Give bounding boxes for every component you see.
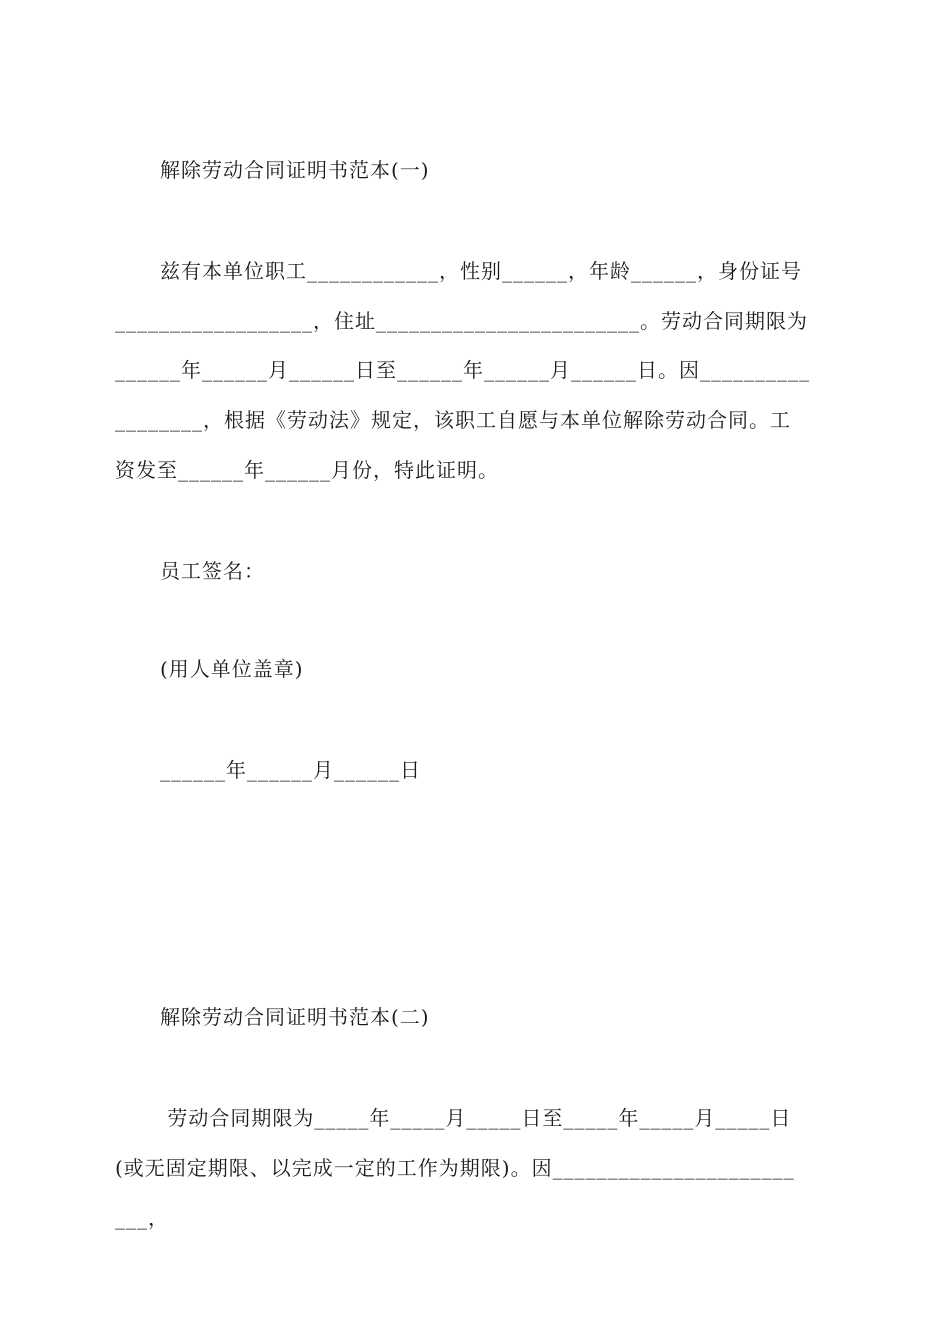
- section2-paragraph-line-1: 劳动合同期限为_____年_____月_____日至_____年_____月_____日: [160, 1106, 792, 1130]
- section1-paragraph-line-3: ______年______月______日至______年______月______日。因__________: [115, 358, 810, 382]
- section2-paragraph-line-3: ___，: [115, 1206, 169, 1230]
- section2-paragraph-line-2: (或无固定期限、以完成一定的工作为期限)。因______________________: [115, 1156, 795, 1180]
- section1-paragraph-line-2: __________________，住址________________________。劳动合同期限为: [115, 309, 808, 333]
- section1-paragraph-line-4: ________，根据《劳动法》规定，该职工自愿与本单位解除劳动合同。工: [115, 408, 791, 432]
- company-seal-label: (用人单位盖章): [160, 657, 304, 681]
- section1-paragraph-line-5: 资发至______年______月份，特此证明。: [115, 458, 499, 482]
- date-line: ______年______月______日: [160, 758, 421, 782]
- section1-paragraph-line-1: 兹有本单位职工____________，性别______，年龄______，身份证号: [160, 259, 802, 283]
- section1-title: 解除劳动合同证明书范本(一): [160, 158, 430, 182]
- section2-title: 解除劳动合同证明书范本(二): [160, 1005, 430, 1029]
- employee-signature-label: 员工签名：: [160, 559, 265, 583]
